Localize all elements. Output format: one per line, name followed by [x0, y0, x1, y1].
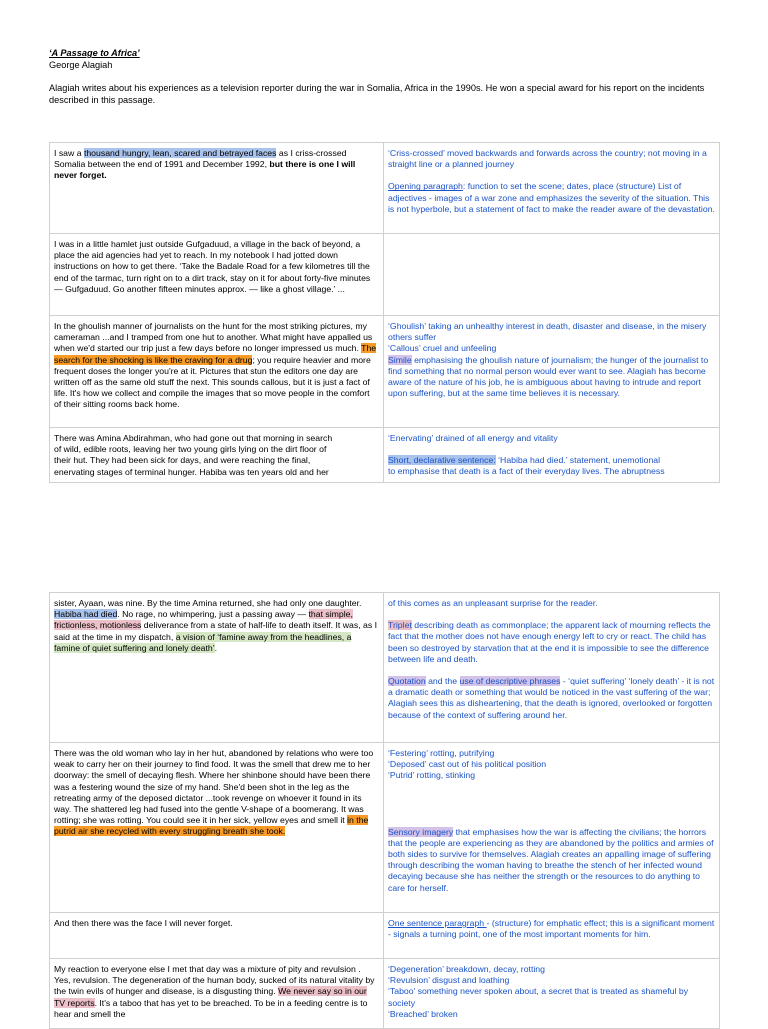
passage-cell: And then there was the face I will never forget. [50, 913, 384, 959]
document-author: George Alagiah [49, 59, 113, 70]
annotation-cell: ‘Criss-crossed’ moved backwards and forwards across the country; not moving in a straight line or a planned journey Opening paragraph: function to set the scene; dates, place (structure) List of adjectives - images of a war zone and emphasizes the severity of the situation. This is not hyperbole, but a statement of fact to make the reader aware of the devastation. [384, 143, 720, 234]
highlight: We never say so in our TV reports [54, 986, 367, 1008]
annotation-cell: of this comes as an unpleasant surprise for the reader. Triplet describing death as commonplace; the apparent lack of mourning reflects the fact that the mother does not have enough energy left to cry or react. The child has been so destroyed by starvation that at the end it is impossible to see the difference between life and death. Quotation and the use of descriptive phrases - ‘quiet suffering’ ‘lonely death’ - it is not a dramatic death or something that would be noticed in the vast suffering of the war; Alagiah sees this as disheartening, that the death is ignored, overlooked or forgotten because of the context of suffering around her. [384, 593, 720, 743]
annotation-table-page-2 [49, 592, 720, 1029]
table-row [50, 593, 720, 743]
table-row [50, 316, 720, 428]
passage-cell: There was Amina Abdirahman, who had gone out that morning in search of wild, edible roots, leaving her two young girls lying on the dirt floor of their hut. They had been sick for days, and were reaching the final, enervating stages of terminal hunger. Habiba was ten years old and her [50, 428, 384, 483]
passage-cell: My reaction to everyone else I met that day was a mixture of pity and revulsion . Yes, revulsion. The degeneration of the human body, sucked of its natural vitality by the twin evils of hunger and disease, is a disgusting thing. We never say so in our TV reports. It's a taboo that has yet to be breached. To be in a feeding centre is to hear and smell the [50, 959, 384, 1029]
passage-cell: I was in a little hamlet just outside Gufgaduud, a village in the back of beyond, a place the aid agencies had yet to reach. In my notebook I had jotted down instructions on how to get there. ‘Take the Badale Road for a few kilometres till the end of the tarmac, turn right on to a dirt track, stay on it for about forty-five minutes — Gufgaduud. Go another fifteen minutes approx. — like a ghost village.’ ... [50, 234, 384, 316]
highlight: in the putrid air she recycled with every struggling breath she took. [54, 815, 369, 837]
annotation-label: Quotation [388, 676, 426, 687]
annotation-cell: ‘Festering’ rotting, putrifying ‘Deposed’ cast out of his political position ‘Putrid’ rotting, stinking Sensory imagery that emphasises how the war is affecting the civilians; the horrors that the people are experiencing as they are abandoned by the politics and armies of both sides to survive for themselves. Alagiah creates an appalling image of suffering through describing the woman having to breathe the stench of her infected wound decaying because she has neither the strength or the resources to do anything to care for herself. [384, 743, 720, 913]
highlight: thousand hungry, lean, scared and betrayed faces [83, 148, 277, 158]
highlight: a vision of ‘famine away from the headlines, a famine of quiet suffering and lonely death’ [54, 631, 352, 653]
annotation-cell [384, 234, 720, 316]
annotation-label: Simile [388, 354, 412, 365]
document-title: ‘A Passage to Africa’ [49, 48, 140, 58]
annotation-table-page-1 [49, 142, 720, 483]
highlight: The search for the shocking is like the craving for a drug [54, 343, 377, 365]
passage-cell: I saw a thousand hungry, lean, scared and betrayed faces as I criss-crossed Somalia between the end of 1991 and December 1992, but there is one I will never forget. [50, 143, 384, 234]
annotation-label: One sentence paragraph [388, 918, 487, 928]
passage-cell: There was the old woman who lay in her hut, abandoned by relations who were too weak to carry her on their journey to find food. It was the smell that drew me to her doorway: the smell of decaying flesh. Where her shinbone should have been there was a festering wound the size of my hand. She'd been shot in the leg as the retreating army of the deposed dictator ...took revenge on whoever it found in its way. The shattered leg had fused into the gentle V-shape of a boomerang. It was rotting; she was rotting. You could see it in her sick, yellow eyes and smell it in the putrid air she recycled with every struggling breath she took. [50, 743, 384, 913]
annotation-label: Sensory imagery [388, 826, 454, 837]
annotation-cell: ‘Degeneration’ breakdown, decay, rotting ‘Revulsion’ disgust and loathing ‘Taboo’ something never spoken about, a secret that is treated as shameful by society ‘Breached’ broken [384, 959, 720, 1029]
table-row [50, 234, 720, 316]
annotation-label: Short, declarative sentence: [388, 455, 496, 466]
table-row [50, 913, 720, 959]
passage-cell: sister, Ayaan, was nine. By the time Amina returned, she had only one daughter. Habiba had died. No rage, no whimpering, just a passing away — that simple, frictionless, motionless deliverance from a state of half-life to death itself. It was, as I said at the time in my dispatch, a vision of ‘famine away from the headlines, a famine of quiet suffering and lonely death’. [50, 593, 384, 743]
table-row [50, 143, 720, 234]
document-header [49, 48, 721, 106]
table-row [50, 428, 720, 483]
table-row [50, 743, 720, 913]
highlight: that simple, frictionless, motionless [54, 609, 353, 631]
document-intro: Alagiah writes about his experiences as a television reporter during the war in Somalia, Africa in the 1990s. He won a special award for his report on the incidents described in this passage. [49, 83, 705, 105]
table-row [50, 959, 720, 1029]
highlight: Habiba had died [54, 609, 118, 620]
annotation-label: use of descriptive phrases [459, 676, 561, 687]
annotation-label: Opening paragraph [388, 181, 463, 192]
annotation-cell: One sentence paragraph - (structure) for emphatic effect; this is a significant moment - signals a turning point, one of the most important moments for him. [384, 913, 720, 959]
passage-cell: In the ghoulish manner of journalists on the hunt for the most striking pictures, my cameraman ...and I tramped from one hut to another. What might have appalled us when we'd started our trip just a few days before no longer impressed us much. The search for the shocking is like the craving for a drug; you require heavier and more frequent doses the longer you're at it. Pictures that stun the editors one day are written off as the same old stuff the next. This sounds callous, but it is just a fact of life. It's how we collect and compile the images that so move people in the comfort of their sitting rooms back home. [50, 316, 384, 428]
annotation-cell: ‘Enervating’ drained of all energy and vitality Short, declarative sentence: ‘Habiba had died.’ statement, unemotional to emphasise that death is a fact of their everyday lives. The abruptness [384, 428, 720, 483]
annotation-cell: ‘Ghoulish’ taking an unhealthy interest in death, disaster and disease, in the misery others suffer ‘Callous’ cruel and unfeeling Simile emphasising the ghoulish nature of journalism; the hunger of the journalist to find something that no normal person would ever want to see. Alagiah has become aware of the nature of his job, he is ambiguous about having to intrude and report upon suffering, but at the same time believes it is necessary. [384, 316, 720, 428]
annotation-label: Triplet [388, 620, 412, 631]
